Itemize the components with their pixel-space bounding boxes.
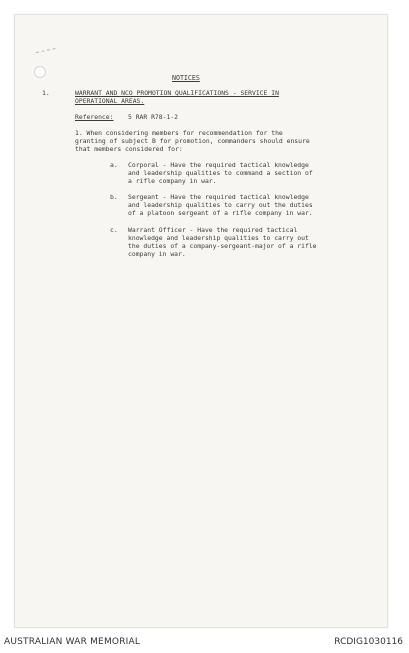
sub-item-c-line-2: knowledge and leadership qualities to carry out bbox=[128, 234, 309, 242]
item-title-line-1: WARRANT AND NCO PROMOTION QUALIFICATIONS - SERVICE IN bbox=[75, 89, 279, 97]
sub-item-c-line-1: Warrant Officer - Have the required tactical bbox=[128, 226, 298, 234]
sub-item-b-line-3: of a platoon sergeant of a rifle company in war. bbox=[128, 209, 313, 217]
sub-item-a-line-1: Corporal - Have the required tactical knowledge bbox=[128, 161, 309, 169]
sub-item-b-line-2: and leadership qualities to carry out the duties bbox=[128, 201, 313, 209]
paragraph-line-2: granting of subject B for promotion, commanders should ensure bbox=[75, 137, 310, 145]
paragraph-line-1: 1. When considering members for recommendation for the bbox=[75, 129, 283, 137]
sub-item-a-line-3: a rifle company in war. bbox=[128, 177, 217, 185]
sub-item-c-line-3: the duties of a company-sergeant-major of a rifle bbox=[128, 242, 317, 250]
reference-value: 5 RAR R78-1-2 bbox=[128, 113, 179, 121]
sub-item-b-line-1: Sergeant - Have the required tactical knowledge bbox=[128, 193, 309, 201]
institution-name: AUSTRALIAN WAR MEMORIAL bbox=[4, 637, 141, 647]
sub-item-b-letter: b. bbox=[110, 193, 118, 201]
sub-item-c-letter: c. bbox=[110, 226, 118, 234]
sub-item-a-line-2: and leadership qualities to command a section of bbox=[128, 169, 313, 177]
archive-footer bbox=[0, 633, 409, 653]
notices-heading: NOTICES bbox=[172, 74, 200, 82]
document-page bbox=[14, 14, 388, 628]
paragraph-line-3: that members considered for: bbox=[75, 145, 183, 153]
sub-item-c-line-4: company in war. bbox=[128, 250, 186, 258]
reference-label: Reference: bbox=[75, 113, 114, 121]
sub-item-a-letter: a. bbox=[110, 161, 118, 169]
punch-hole bbox=[34, 66, 46, 78]
item-title-line-2: OPERATIONAL AREAS. bbox=[75, 97, 145, 105]
item-number: 1. bbox=[42, 89, 50, 97]
catalogue-id: RCDIG1030116 bbox=[334, 637, 403, 647]
